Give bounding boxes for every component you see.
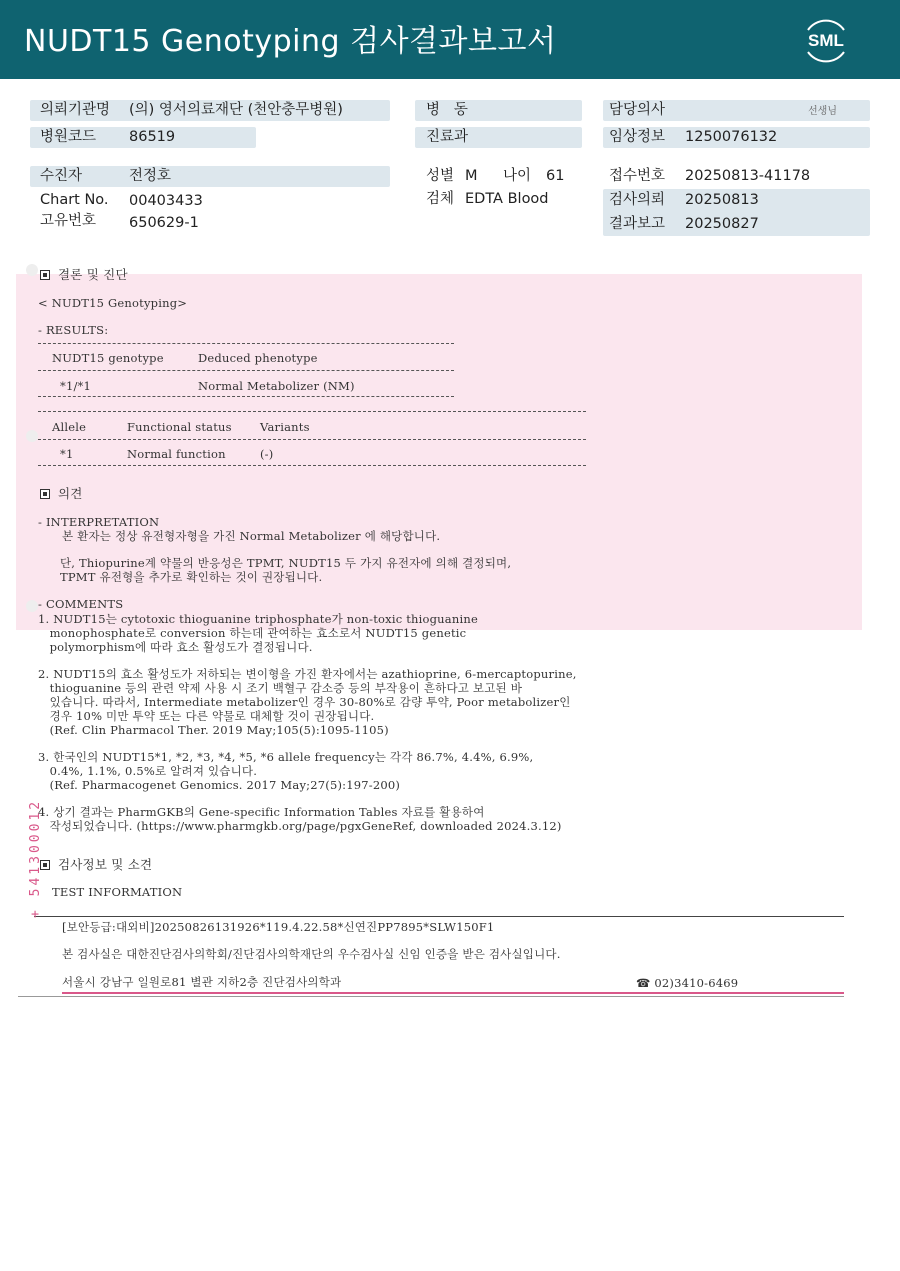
- info-bar: [30, 166, 390, 187]
- comment-line: 2. NUDT15의 효소 활성도가 저하되는 변이형을 가진 환자에서는 azathioprine, 6-mercaptopurine,: [38, 667, 577, 681]
- table1-cell-phenotype: Normal Metabolizer (NM): [198, 379, 355, 393]
- comment-line: (Ref. Clin Pharmacol Ther. 2019 May;105(5):1095-1105): [38, 723, 389, 737]
- request-date-label: 검사의뢰: [609, 192, 666, 208]
- interpretation-line: 본 환자는 정상 유전형자형을 가진 Normal Metabolizer 에 해당합니다.: [62, 529, 441, 543]
- table2-cell-variants: (-): [260, 447, 274, 461]
- table2-header-status: Functional status: [127, 420, 232, 434]
- table-rule: [38, 396, 454, 397]
- clinical-info-label: 임상정보: [609, 129, 666, 145]
- clinical-info-value: 1250076132: [685, 129, 778, 145]
- referral-org-label: 의뢰기관명: [40, 102, 111, 118]
- test-name: < NUDT15 Genotyping>: [38, 296, 188, 310]
- accession-value: 20250813-41178: [685, 168, 811, 184]
- request-date-value: 20250813: [685, 192, 759, 208]
- table2-cell-status: Normal function: [127, 447, 226, 461]
- unique-no-value: 650629-1: [129, 215, 199, 231]
- lab-address: 서울시 강남구 일원로81 별관 지하2층 진단검사의학과: [62, 975, 342, 989]
- hospital-code-label: 병원코드: [40, 129, 97, 145]
- comment-line: 경우 10% 미만 투약 또는 다른 약물로 대체할 것이 권장됩니다.: [38, 709, 375, 723]
- comment-line: monophosphate로 conversion 하는데 관여하는 효소로서 NUDT15 genetic: [38, 626, 467, 640]
- patient-value: 전정호: [129, 168, 172, 184]
- table-rule: [38, 439, 586, 440]
- table1-cell-genotype: *1/*1: [60, 379, 92, 393]
- conclusion-heading: 결론 및 진단: [58, 267, 128, 282]
- scanned-report: [16, 248, 884, 1000]
- side-stamp: + 541300012: [28, 798, 43, 918]
- report-date-value: 20250827: [685, 216, 759, 232]
- comment-line: 작성되었습니다. (https://www.pharmgkb.org/page/pgxGeneRef, downloaded 2024.3.12): [38, 819, 562, 833]
- hospital-code-value: 86519: [129, 129, 176, 145]
- punch-hole: [26, 600, 38, 612]
- specimen-label: 검체: [426, 191, 455, 207]
- sml-logo: [798, 12, 854, 68]
- patient-label: 수진자: [40, 168, 83, 184]
- interpretation-label: - INTERPRETATION: [38, 515, 160, 529]
- table1-header-phenotype: Deduced phenotype: [198, 351, 318, 365]
- interpretation-line: TPMT 유전형을 추가로 확인하는 것이 권장됩니다.: [60, 570, 323, 584]
- section-bullet-icon: [40, 270, 50, 280]
- test-info-label: TEST INFORMATION: [52, 885, 183, 899]
- accession-label: 접수번호: [609, 168, 666, 184]
- physician-suffix: 선생님: [808, 106, 837, 117]
- section-bullet-icon: [40, 489, 50, 499]
- security-line: [보안등급:대외비]20250826131926*119.4.22.58*신연진PP7895*SLW150F1: [62, 920, 495, 934]
- sex-label: 성별: [426, 168, 455, 184]
- divider: [34, 916, 844, 917]
- department-label: 진료과: [426, 129, 469, 145]
- unique-no-label: 고유번호: [40, 213, 97, 229]
- report-date-label: 결과보고: [609, 216, 666, 232]
- logo-text: SML: [808, 31, 844, 50]
- table2-header-allele: Allele: [52, 420, 87, 434]
- chart-no-label: Chart No.: [40, 192, 109, 208]
- table-rule: [38, 343, 454, 344]
- opinion-heading: 의견: [58, 486, 83, 501]
- test-info-heading: 검사정보 및 소견: [58, 857, 153, 872]
- comments-label: - COMMENTS: [38, 597, 124, 611]
- report-title: NUDT15 Genotyping 검사결과보고서: [24, 24, 557, 59]
- table2-header-variants: Variants: [260, 420, 310, 434]
- comment-line: 0.4%, 1.1%, 0.5%로 알려져 있습니다.: [38, 764, 258, 778]
- table2-cell-allele: *1: [60, 447, 74, 461]
- results-label: - RESULTS:: [38, 323, 109, 337]
- lab-phone: ☎ 02)3410-6469: [636, 976, 739, 990]
- referral-org-value: (의) 영서의료재단 (천안충무병원): [129, 102, 343, 118]
- punch-hole: [26, 430, 38, 442]
- comment-line: 1. NUDT15는 cytotoxic thioguanine triphosphate가 non-toxic thioguanine: [38, 612, 478, 626]
- report-header: [0, 0, 900, 79]
- physician-label: 담당의사: [609, 102, 666, 118]
- comment-line: 3. 한국인의 NUDT15*1, *2, *3, *4, *5, *6 allele frequency는 각각 86.7%, 4.4%, 6.9%,: [38, 750, 534, 764]
- table-rule: [38, 370, 454, 371]
- age-value: 61: [546, 168, 565, 184]
- comment-line: 있습니다. 따라서, Intermediate metabolizer인 경우 30-80%로 감량 투약, Poor metabolizer인: [38, 695, 571, 709]
- chart-no-value: 00403433: [129, 193, 203, 209]
- sex-value: M: [465, 168, 478, 184]
- comment-line: thioguanine 등의 관련 약제 사용 시 조기 백혈구 감소증 등의 부작용이 흔하다고 보고된 바: [38, 681, 523, 695]
- punch-hole: [26, 264, 38, 276]
- interpretation-line: 단, Thiopurine계 약물의 반응성은 TPMT, NUDT15 두 가지 유전자에 의해 결정되며,: [60, 556, 512, 570]
- ward-label: 병 동: [426, 102, 468, 118]
- divider: [62, 992, 844, 994]
- comment-line: 4. 상기 결과는 PharmGKB의 Gene-specific Information Tables 자료를 활용하여: [38, 805, 485, 819]
- comment-line: (Ref. Pharmacogenet Genomics. 2017 May;27(5):197-200): [38, 778, 401, 792]
- comment-line: polymorphism에 따라 효소 활성도가 결정됩니다.: [38, 640, 313, 654]
- table-rule: [38, 411, 586, 412]
- table-rule: [38, 465, 586, 466]
- age-label: 나이: [503, 168, 532, 184]
- certification-line: 본 검사실은 대한진단검사의학회/진단검사의학재단의 우수검사실 신임 인증을 받은 검사실입니다.: [62, 947, 561, 961]
- specimen-value: EDTA Blood: [465, 191, 549, 207]
- table1-header-genotype: NUDT15 genotype: [52, 351, 164, 365]
- divider: [18, 996, 844, 997]
